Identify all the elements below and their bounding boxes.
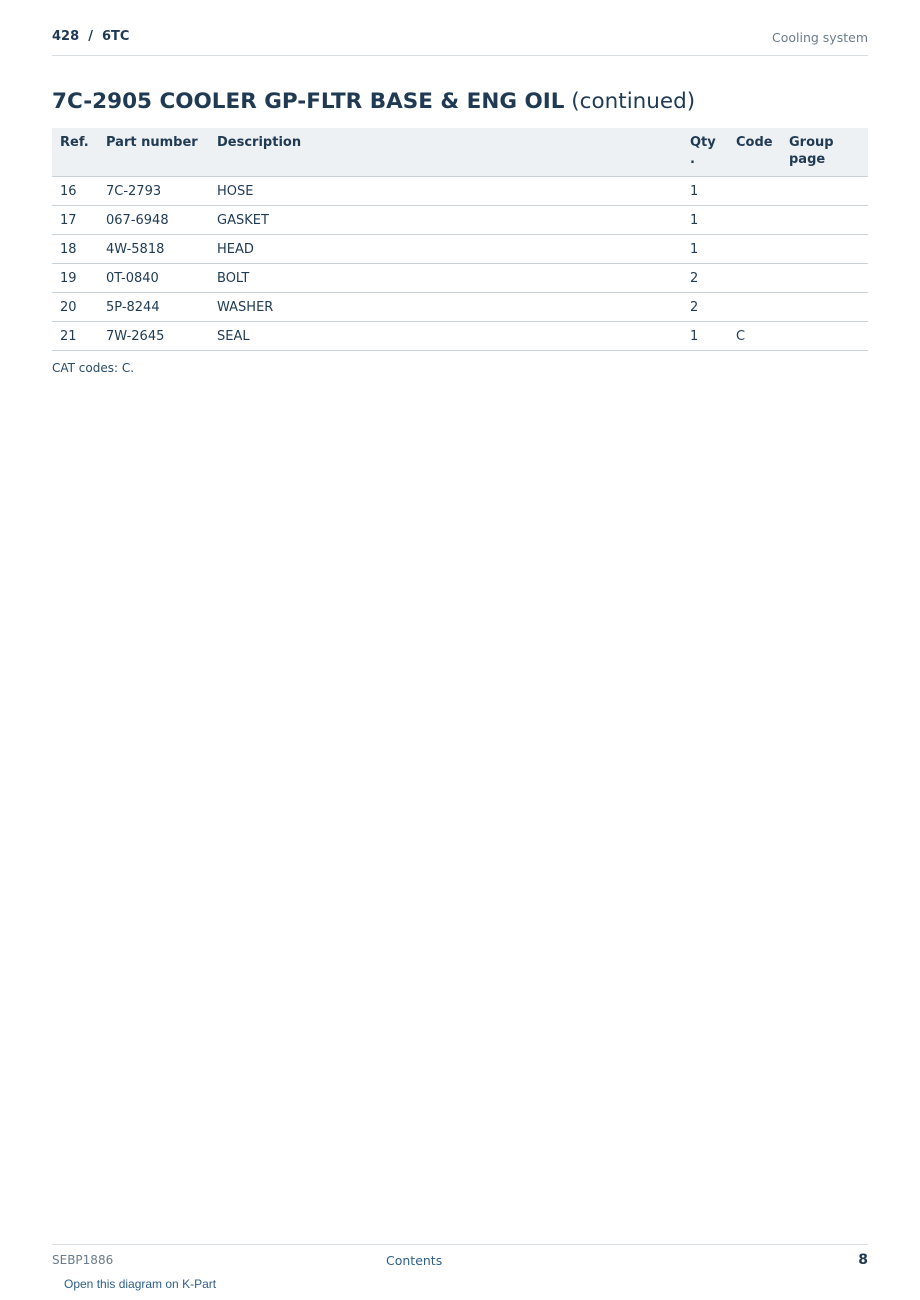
table-row xyxy=(52,235,868,264)
cell-qty: 2 xyxy=(682,293,728,322)
cell-group-page xyxy=(781,293,868,322)
cell-part-number: 4W-5818 xyxy=(98,235,209,264)
contents-link[interactable]: Contents xyxy=(386,1253,443,1268)
cell-qty: 1 xyxy=(682,206,728,235)
cell-description: GASKET xyxy=(209,206,682,235)
cell-qty: 2 xyxy=(682,264,728,293)
cell-group-page xyxy=(781,322,868,351)
parts-table xyxy=(52,128,868,351)
page-header xyxy=(52,29,868,56)
cell-part-number: 5P-8244 xyxy=(98,293,209,322)
col-part-number: Part number xyxy=(98,128,209,177)
cell-ref: 20 xyxy=(52,293,98,322)
cell-group-page xyxy=(781,177,868,206)
cat-codes-note: CAT codes: C. xyxy=(52,361,135,375)
title-main: 7C-2905 COOLER GP-FLTR BASE & ENG OIL xyxy=(52,89,565,114)
page-title xyxy=(52,89,695,114)
table-row xyxy=(52,293,868,322)
table-row xyxy=(52,264,868,293)
table-row xyxy=(52,322,868,351)
kpart-link[interactable]: Open this diagram on K-Part xyxy=(64,1277,217,1291)
col-group-line1: Group xyxy=(789,135,834,150)
table-header-row xyxy=(52,128,868,177)
cell-qty: 1 xyxy=(682,322,728,351)
col-code: Code xyxy=(728,128,781,177)
cell-part-number: 7C-2793 xyxy=(98,177,209,206)
cell-part-number: 0T-0840 xyxy=(98,264,209,293)
cell-description: SEAL xyxy=(209,322,682,351)
cell-description: BOLT xyxy=(209,264,682,293)
cell-code xyxy=(728,177,781,206)
col-qty-line2: . xyxy=(690,152,695,167)
table-row xyxy=(52,177,868,206)
cell-description: WASHER xyxy=(209,293,682,322)
footer-divider xyxy=(52,1244,868,1245)
cell-ref: 21 xyxy=(52,322,98,351)
cell-group-page xyxy=(781,206,868,235)
cell-description: HOSE xyxy=(209,177,682,206)
section-name: Cooling system xyxy=(772,30,868,45)
cell-code: C xyxy=(728,322,781,351)
cell-code xyxy=(728,206,781,235)
cell-ref: 19 xyxy=(52,264,98,293)
cell-group-page xyxy=(781,235,868,264)
col-group-page xyxy=(781,128,868,177)
table-body xyxy=(52,177,868,351)
col-qty xyxy=(682,128,728,177)
cell-ref: 17 xyxy=(52,206,98,235)
cell-qty: 1 xyxy=(682,235,728,264)
page-number: 8 xyxy=(858,1252,868,1268)
cell-code xyxy=(728,264,781,293)
col-qty-line1: Qty xyxy=(690,135,716,150)
cell-code xyxy=(728,293,781,322)
cell-ref: 18 xyxy=(52,235,98,264)
col-group-line2: page xyxy=(789,152,826,167)
col-ref: Ref. xyxy=(52,128,98,177)
cell-code xyxy=(728,235,781,264)
cell-part-number: 7W-2645 xyxy=(98,322,209,351)
cell-description: HEAD xyxy=(209,235,682,264)
table-row xyxy=(52,206,868,235)
title-suffix: (continued) xyxy=(571,89,696,114)
cell-ref: 16 xyxy=(52,177,98,206)
cell-part-number: 067-6948 xyxy=(98,206,209,235)
model-breadcrumb: 428 / 6TC xyxy=(52,29,130,44)
document-id: SEBP1886 xyxy=(52,1253,114,1267)
cell-qty: 1 xyxy=(682,177,728,206)
col-description: Description xyxy=(209,128,682,177)
cell-group-page xyxy=(781,264,868,293)
